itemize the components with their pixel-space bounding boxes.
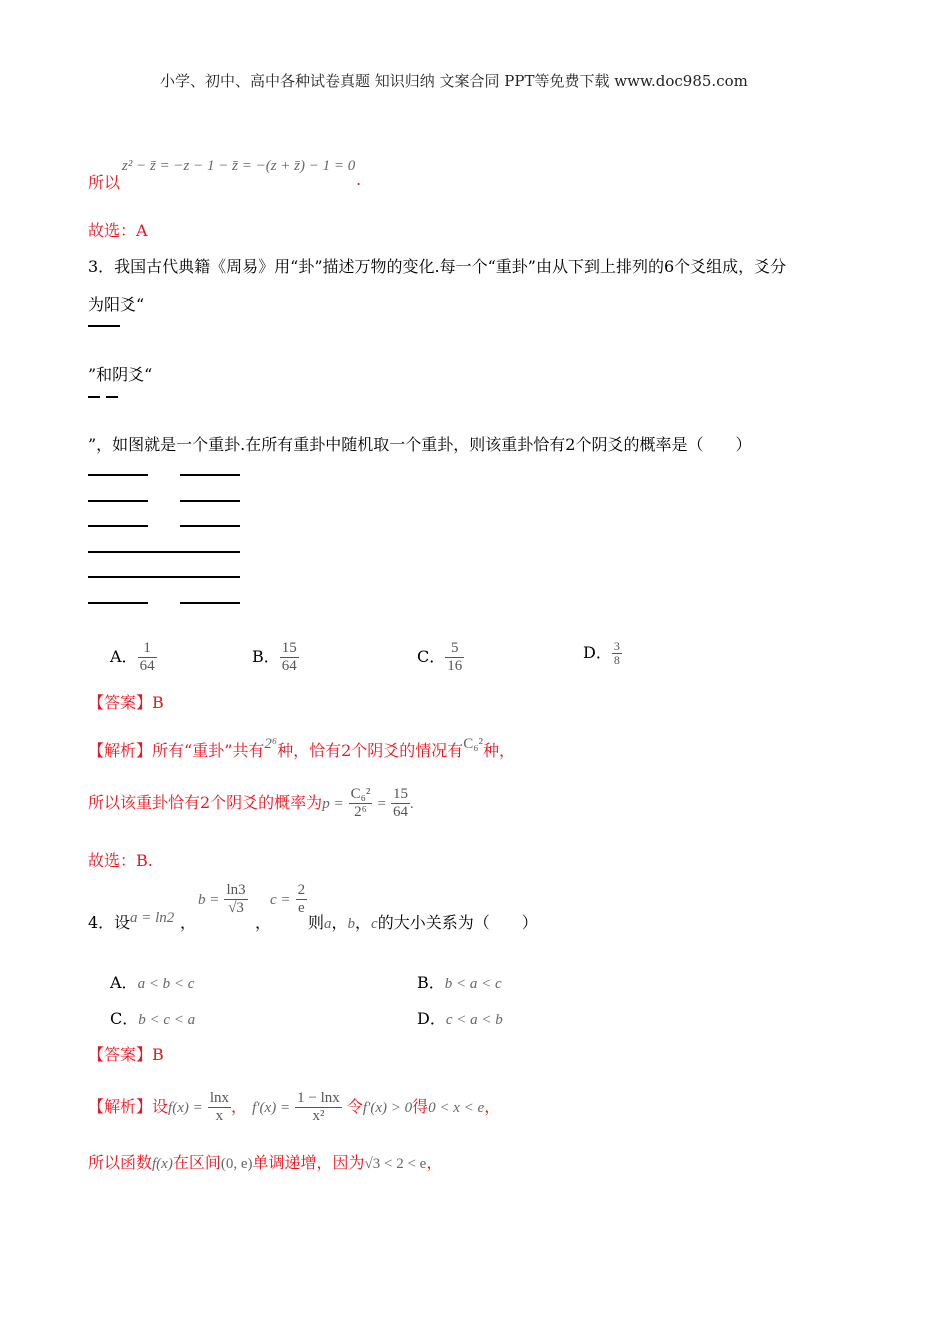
interval: (0, e) (220, 1156, 253, 1172)
q3-stem-line1: 3．我国古代典籍《周易》用“卦”描述万物的变化.每一个“重卦”由从下到上排列的6个爻组成，爻分 (88, 257, 787, 276)
q3-analysis-line1 (88, 738, 515, 761)
frac-den: x² (295, 1107, 342, 1125)
yin-symbol-left (88, 396, 100, 398)
analysis-text: 在区间 (172, 1153, 221, 1172)
comma: ， (484, 1097, 501, 1116)
comma: ， (230, 1097, 247, 1116)
q4-option-d (417, 1006, 503, 1029)
prev-formula: z² − z̄ = −z − 1 − z̄ = −(z + z̄) − 1 = 0 (122, 158, 356, 174)
q3-option-a (110, 640, 157, 675)
comma: ， (331, 913, 348, 932)
q3-choose: 故选：B. (88, 851, 153, 870)
q3-option-d (583, 640, 622, 667)
period: . (410, 796, 414, 812)
analysis-text: 单调递增，因为 (252, 1153, 365, 1172)
var-c: c (371, 916, 378, 932)
option-den: 16 (447, 658, 463, 674)
frac-den: 64 (393, 804, 409, 820)
inequality: √3 < 2 < e (364, 1156, 427, 1172)
yang-symbol (88, 325, 120, 327)
analysis-text: 种， (483, 741, 516, 760)
b-lhs: b = (198, 892, 220, 908)
option-label: C． (417, 647, 446, 666)
frac-den: x (208, 1107, 231, 1125)
q4-c-def (270, 882, 307, 917)
option-expr: a < b < c (137, 976, 195, 992)
analysis-tag: 【解析】 (88, 1097, 153, 1116)
q3-stem-line3: ”和阴爻“ (88, 365, 153, 384)
yin-line-segment (180, 525, 240, 527)
q4-option-c (110, 1006, 195, 1029)
frac-num: 2 (297, 882, 306, 898)
power-expr: 2⁶ (264, 736, 278, 752)
option-label: D． (417, 1009, 446, 1028)
option-num: 1 (143, 640, 151, 656)
q4-option-b (417, 970, 502, 993)
q4-b-def (198, 882, 248, 917)
range: 0 < x < e (428, 1100, 485, 1116)
option-expr: b < a < c (444, 976, 502, 992)
analysis-text: 设 (152, 1097, 169, 1116)
option-label: B． (252, 647, 280, 666)
q3-option-b (252, 640, 299, 675)
q4-lead: 4．设 (88, 913, 131, 932)
c-lhs: c = (270, 892, 291, 908)
analysis-text: 所有“重卦”共有 (152, 741, 265, 760)
frac-den: √3 (224, 899, 247, 917)
option-label: B． (417, 973, 445, 992)
yin-line-segment (180, 500, 240, 502)
analysis-text: 所以函数 (88, 1153, 153, 1172)
q4-analysis-line1 (88, 1090, 500, 1125)
var-b: b (347, 916, 356, 932)
fprime-lhs: f′(x) = (252, 1100, 291, 1116)
yin-symbol-right (106, 396, 118, 398)
comma: ， (426, 1153, 443, 1172)
comma: ， (180, 913, 197, 932)
frac-den: 2⁶ (349, 803, 373, 821)
option-den: 64 (281, 658, 297, 674)
q3-stem-line2: 为阳爻“ (88, 295, 145, 314)
option-expr: b < c < a (138, 1012, 196, 1028)
q3-answer: 【答案】B (88, 693, 164, 712)
option-expr: c < a < b (445, 1012, 503, 1028)
prev-answer: 故选：A (88, 221, 148, 240)
analysis-tag: 【解析】 (88, 741, 153, 760)
frac-num: ln3 (226, 882, 246, 898)
yin-line-segment (180, 474, 240, 476)
frac-den: e (296, 899, 308, 917)
comma: ， (355, 913, 372, 932)
option-num: 3 (613, 639, 620, 653)
so-label: 所以 (88, 173, 121, 192)
analysis-text: 所以该重卦恰有2个阴爻的概率为 (88, 793, 323, 812)
q4-analysis-line2 (88, 1150, 442, 1173)
option-label: A． (110, 647, 138, 666)
f-lhs: f(x) = (168, 1100, 203, 1116)
var-a: a (324, 916, 332, 932)
option-den: 8 (613, 653, 620, 667)
page-header: 小学、初中、高中各种试卷真题 知识归纳 文案合同 PPT等免费下载 www.doc985.com (160, 72, 748, 90)
q4-answer: 【答案】B (88, 1045, 164, 1064)
q4-option-a (110, 970, 194, 993)
analysis-text: 令 (346, 1097, 363, 1116)
yin-line-segment (180, 602, 240, 604)
fx-expr: f(x) (152, 1156, 173, 1172)
q3-option-c (417, 640, 464, 675)
p-equals: p = (322, 796, 344, 812)
yin-line-segment (88, 500, 148, 502)
equals: = (377, 796, 386, 812)
yang-line (88, 576, 240, 578)
yin-line-segment (88, 602, 148, 604)
q3-stem-line4: ”，如图就是一个重卦.在所有重卦中随机取一个重卦，则该重卦恰有2个阴爻的概率是（ ） (88, 435, 752, 454)
option-den: 64 (139, 658, 155, 674)
comb-expr: C₆² (463, 736, 484, 752)
stem-text: 则 (308, 913, 325, 932)
yang-line (88, 551, 240, 553)
yin-line-segment (88, 474, 148, 476)
analysis-text: 种，恰有2个阴爻的情况有 (277, 741, 464, 760)
condition: f′(x) > 0 (362, 1100, 413, 1116)
option-label: A． (110, 973, 138, 992)
q4-stem-rest (308, 910, 538, 933)
option-num: 15 (281, 640, 297, 656)
option-num: 5 (451, 640, 459, 656)
option-label: D． (583, 643, 612, 662)
frac-num: C₆² (350, 786, 371, 802)
q3-analysis-line2 (88, 786, 414, 821)
stem-text: 的大小关系为（ ） (377, 913, 538, 932)
q4-a-def: a = ln2 (130, 910, 175, 926)
frac-num: 1 − lnx (297, 1090, 340, 1106)
yin-line-segment (88, 525, 148, 527)
analysis-text: 得 (412, 1097, 429, 1116)
period: . (356, 170, 362, 189)
comma: ， (255, 913, 272, 932)
frac-num: lnx (209, 1090, 229, 1106)
option-label: C． (110, 1009, 139, 1028)
frac-num: 15 (393, 786, 409, 802)
